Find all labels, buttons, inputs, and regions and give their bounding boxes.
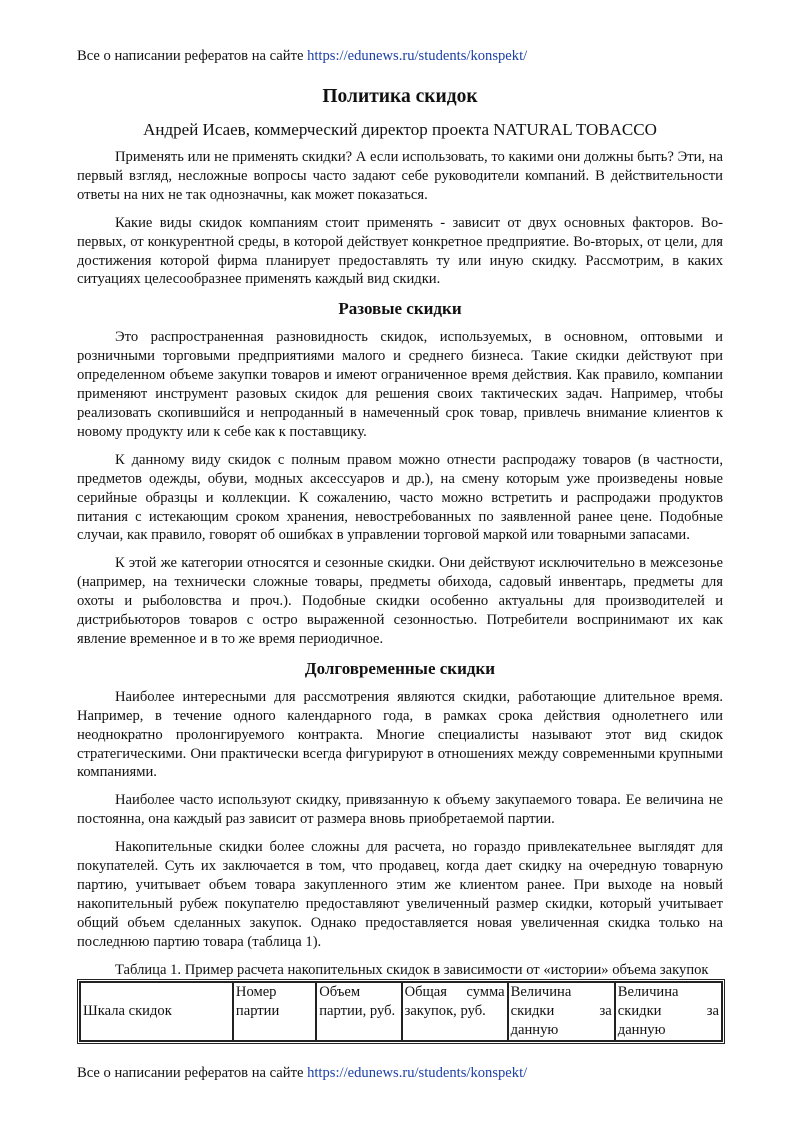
- table-header-cell: Величина скидки за данную: [615, 982, 722, 1041]
- table-header-cell: Объем партии, руб.: [316, 982, 401, 1041]
- table-caption: Таблица 1. Пример расчета накопительных скидок в зависимости от «истории» объема закупок: [115, 961, 709, 978]
- section-paragraph: Это распространенная разновидность скидок, используемых, в основном, оптовыми и розничными торговыми предприятиями малого и среднего бизнеса. Такие скидки действуют при определенном объеме закупки товаров и имеют ограниченное время действия. Как правило, компании применяют инструмент разовых скидок для решения своих тактических задач. Например, чтобы реализовать скопившийся и непроданный в намеченный срок товар, привлечь внимание клиентов к новому продукту или к себе как к поставщику.: [77, 329, 723, 440]
- table-header-cell: Величина скидки за данную: [508, 982, 615, 1041]
- intro-paragraph: Применять или не применять скидки? А если использовать, то какими они должны быть? Эти, на первый взгляд, несложные вопросы часто задают себе руководители компаний. В действительности ответы на них не так однозначны, как может показаться.: [77, 149, 723, 203]
- table-header-cell: Шкала скидок: [80, 982, 233, 1041]
- section-heading-one-time: Разовые скидки: [338, 299, 462, 319]
- header-text: Все о написании рефератов на сайте: [77, 48, 308, 64]
- section-paragraph: К этой же категории относятся и сезонные скидки. Они действуют исключительно в межсезонье (например, на технически сложные товары, предметы обихода, садовый инвентарь, предметы для охоты и рыболовства и проч.). Подобные скидки особенно актуальны для производителей и дистрибьюторов товаров с остро выраженной сезонностью. Потребители воспринимают их как явление временное и в то же время периодичное.: [77, 555, 723, 647]
- intro-paragraph: Какие виды скидок компаниям стоит применять - зависит от двух основных факторов. Во-первых, от конкурентной среды, в которой действует конкретное предприятие. Во-вторых, от цели, для достижения которой фирма планирует предоставлять ту или иную скидку. Рассмотрим, в каких ситуациях целесообразнее применять каждый вид скидки.: [77, 214, 723, 288]
- page-header: [77, 48, 527, 65]
- footer-link[interactable]: https://edunews.ru/students/konspekt/: [307, 1065, 528, 1081]
- table-header-cell: Номер партии: [233, 982, 316, 1041]
- section-paragraph: Наиболее интересными для рассмотрения являются скидки, работающие длительное время. Например, в течение одного календарного года, в рамках срока действия однолетнего или неоднократно пролонгируемого контракта. Многие специалисты называют этот вид скидок стратегическими. Они практически всегда фигурируют в отношениях между современными крупными компаниями.: [77, 688, 723, 781]
- author-line: Андрей Исаев, коммерческий директор проекта NATURAL TOBACCO: [143, 120, 657, 139]
- section-paragraph: Накопительные скидки более сложны для расчета, но гораздо привлекательнее выглядят для покупателей. Суть их заключается в том, что продавец, когда дает скидку на очередную товарную партию, учитывает объем товара закупленного этим же клиентом ранее. При выходе на новый накопительный рубеж покупателю предоставляют увеличенный размер скидки, который учитывает общий объем сделанных закупок. Однако предоставляется новая увеличенная скидка только на последнюю партию товара (таблица 1).: [77, 839, 723, 950]
- section-heading-long-term: Долговременные скидки: [304, 658, 496, 678]
- discount-table: [77, 979, 725, 1044]
- section-paragraph: К данному виду скидок с полным правом можно отнести распродажу товаров (в частности, предметов одежды, обуви, модных аксессуаров и др.), на смену которым уже произведены новые серийные образцы и коллекции. К сожалению, часто можно встретить и распродажи продуктов питания с истекающим сроком хранения, невостребованных по заявленной ранее цене. Подобные случаи, как правило, говорят об ошибках в управлении торговой маркой или товарными запасами.: [77, 451, 723, 544]
- header-link[interactable]: https://edunews.ru/students/konspekt/: [307, 48, 528, 64]
- document-title: Политика скидок: [322, 86, 478, 107]
- document-body: [77, 84, 723, 1044]
- footer-text: Все о написании рефератов на сайте: [77, 1065, 308, 1081]
- section-paragraph: Наиболее часто используют скидку, привязанную к объему закупаемого товара. Ее величина не постоянна, она каждый раз зависит от размера вновь приобретаемой партии.: [77, 792, 723, 828]
- table-header-row: [80, 982, 722, 1041]
- page-footer: [77, 1065, 527, 1082]
- table-header-cell: Общая сумма закупок, руб.: [402, 982, 508, 1041]
